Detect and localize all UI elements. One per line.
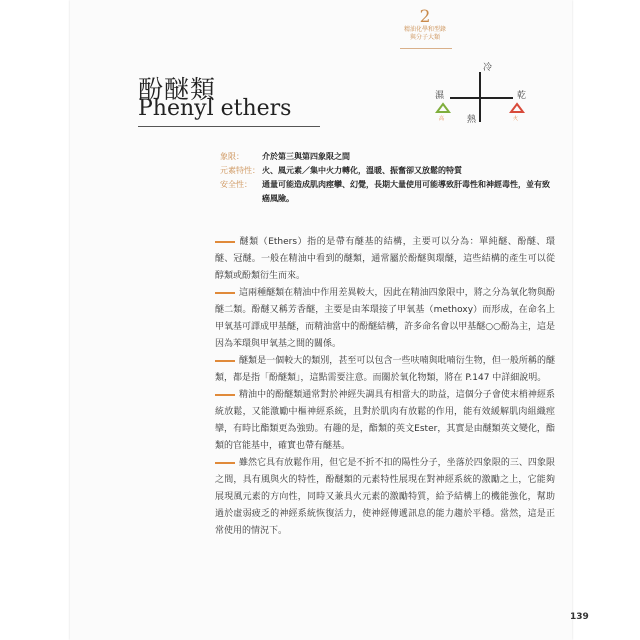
- paragraph: [215, 285, 555, 353]
- info-row-element: [220, 164, 550, 178]
- title-underline: [138, 126, 320, 127]
- chapter-rule: [400, 48, 452, 49]
- title-chinese: 酚醚類: [138, 75, 217, 104]
- info-row-quadrant: [220, 150, 550, 164]
- body-text: [215, 234, 555, 540]
- quadrant-label-left: 濕: [435, 91, 445, 101]
- paragraph-text: 精油中的酚醚類通常對於神經失調具有相當大的助益，這個分子會使末梢神經系統放鬆，又能激勵中樞神經系統，且對於肌肉有放鬆的作用，能有效緩解肌肉組織痙攣，有時比酯類更為強勁。有趣的是，酯類的英文Ester，其實是由醚類英文變化，酯類的官能基中，確實也帶有醚基。: [215, 390, 555, 451]
- quadrant-label-top: 冷: [483, 63, 493, 73]
- paragraph-text: 這兩種醚類在精油中作用差異較大，因此在精油四象限中，將之分為氧化物與酚醚二類。酚醚又稱芳香醚，主要是由苯環接了甲氧基（methoxy）而形成，在命名上甲氧基可譯成甲基醚，而精油當中的酚醚結構，許多命名會以甲基醚○○酚為主，這是因為苯環與甲氧基之間的關係。: [215, 288, 555, 349]
- info-value: 介於第三與第四象限之間: [262, 152, 350, 161]
- dash-icon: [215, 462, 235, 464]
- dash-icon: [215, 292, 235, 294]
- dash-icon: [215, 241, 235, 243]
- info-key: 象限：: [220, 152, 244, 161]
- info-block: [220, 150, 550, 206]
- info-row-safety: [220, 178, 550, 206]
- chapter-marker: [395, 8, 455, 42]
- info-value: 火、風元素／集中火力轉化，溫暖、振奮卻又放鬆的特質: [262, 166, 462, 175]
- paragraph-text: 雖然它具有放鬆作用，但它是不折不扣的陽性分子，坐落於四象限的三、四象限之間，具有風與火的特性，酚醚類的元素特性展現在對神經系統的激勵之上，它能夠展現風元素的方向性，同時又兼具火元素的激勵特質，給予結構上的機能強化，幫助過於虛弱疲乏的神經系統恢復活力，使神經傳遞訊息的能力趨於平穩。當然，這是正常使用的情況下。: [215, 458, 555, 536]
- chapter-subtitle-2: 與分子大類: [409, 34, 440, 41]
- book-page: [70, 0, 589, 640]
- info-key: 安全性：: [220, 180, 252, 189]
- paragraph: [215, 353, 555, 387]
- title-english: Phenyl ethers: [138, 96, 292, 121]
- chapter-subtitle-1: 精油化學和型錄: [403, 26, 446, 33]
- chapter-number: 2: [419, 7, 431, 27]
- quadrant-label-right: 乾: [517, 91, 527, 101]
- page-number: 139: [570, 612, 589, 622]
- paragraph-text: 醚類（Ethers）指的是帶有醚基的結構，主要可以分為：單純醚、酚醚、環醚、冠醚。一般在精油中看到的醚類，通常屬於酚醚與環醚，這些結構的產生可以從醇類或酚類衍生而來。: [215, 237, 555, 281]
- info-value: 通量可能造成肌肉痙攣、幻覺，長期大量使用可能導致肝毒性和神經毒性，並有致癌風險。: [262, 180, 550, 203]
- paragraph: [215, 234, 555, 285]
- dash-icon: [215, 394, 235, 396]
- dash-icon: [215, 360, 235, 362]
- paragraph: [215, 455, 555, 540]
- paragraph: [215, 387, 555, 455]
- info-key: 元素特性：: [220, 166, 260, 175]
- paragraph-text: 醚類是一個較大的類別，甚至可以包含一些呋喃與吡喃衍生物，但一般所稱的醚類，都是指「酚醚類」，這點需要注意。而關於氧化物類，將在 P.147 中詳細說明。: [215, 356, 555, 383]
- quadrant-diagram: [425, 60, 535, 130]
- quadrant-small-left: 高: [439, 116, 445, 122]
- quadrant-label-bottom: 熱: [467, 115, 477, 125]
- quadrant-small-right: 火: [513, 116, 519, 122]
